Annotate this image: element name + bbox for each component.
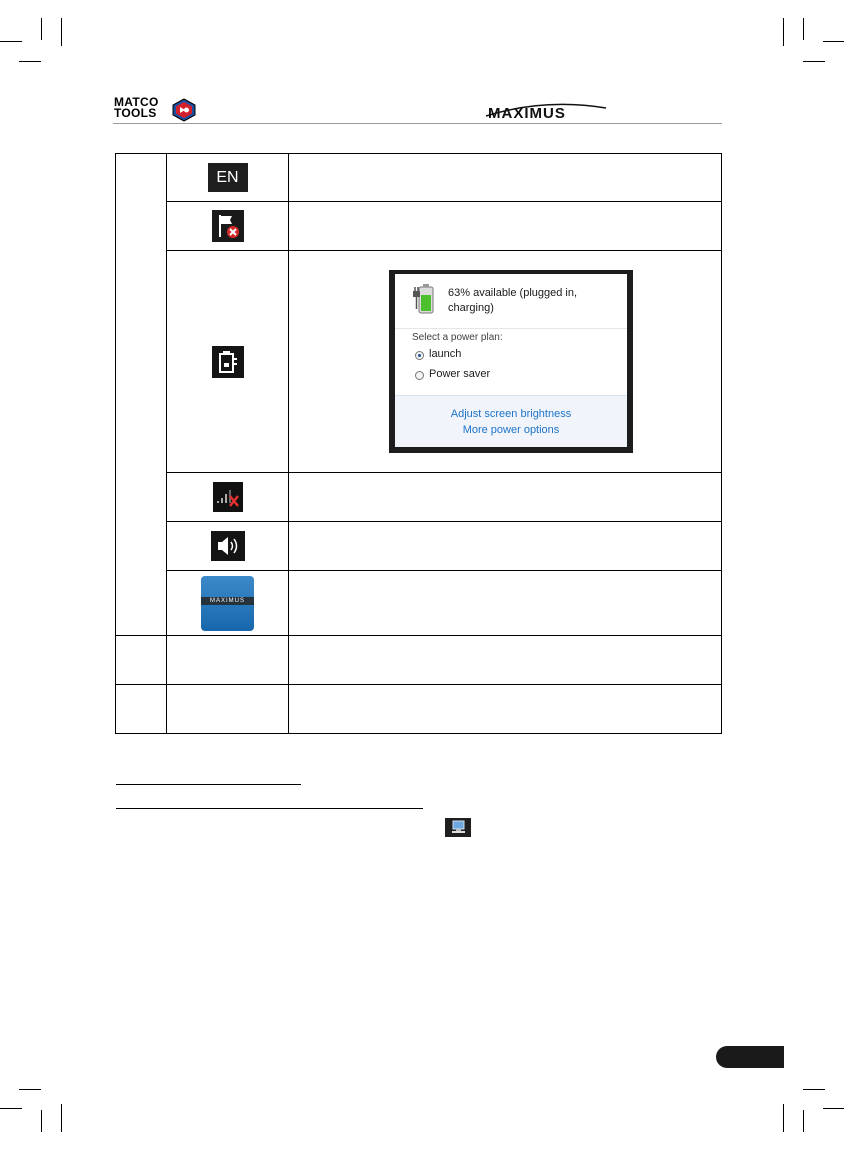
table-cell-icon (167, 154, 289, 202)
matco-tools-logo (114, 97, 200, 125)
maximus-app-label: MAXIMUS (201, 597, 254, 605)
crop-mark (0, 1108, 22, 1109)
table-cell-icon (167, 251, 289, 473)
battery-plug-icon (212, 346, 244, 378)
power-popup-body (395, 274, 627, 447)
crop-mark (823, 1108, 844, 1109)
matco-line2: TOOLS (114, 106, 157, 120)
speaker-volume-icon (211, 531, 245, 561)
crop-mark (803, 61, 825, 62)
maximus-app-icon (201, 576, 254, 631)
taskbar-icons-table (115, 153, 722, 734)
crop-mark (803, 1110, 804, 1132)
matco-line1: MATCO (114, 95, 159, 109)
table-cell-icon (167, 202, 289, 251)
table-cell-description (289, 685, 722, 734)
table-cell-description (289, 251, 722, 473)
crop-mark (823, 41, 844, 42)
crop-mark (61, 1104, 62, 1132)
table-cell-icon (167, 685, 289, 734)
action-center-flag-error-icon (212, 210, 244, 242)
network-disconnected-icon (213, 482, 243, 512)
crop-mark (61, 18, 62, 46)
language-en-label: EN (216, 169, 239, 186)
power-plan-launch-radio[interactable] (415, 351, 424, 360)
maximus-wordmark: MAXIMUS (488, 105, 566, 122)
text-underline (116, 808, 423, 809)
table-cell-icon (167, 636, 289, 685)
matco-badge-icon (172, 98, 196, 122)
adjust-screen-brightness-link[interactable]: Adjust screen brightness (450, 408, 572, 420)
header-rule (113, 123, 722, 124)
battery-charging-icon (412, 283, 436, 317)
table-cell-index (116, 154, 167, 636)
crop-mark (19, 1089, 41, 1090)
crop-mark (783, 1104, 784, 1132)
crop-mark (0, 41, 22, 42)
crop-mark (803, 1089, 825, 1090)
table-cell-description (289, 154, 722, 202)
table-row (116, 154, 722, 202)
table-row (116, 685, 722, 734)
power-options-popup (389, 270, 633, 453)
more-power-options-link[interactable]: More power options (462, 424, 560, 436)
table-cell-index (116, 685, 167, 734)
crop-mark (41, 1110, 42, 1132)
power-plan-saver-label[interactable]: Power saver (429, 368, 491, 380)
page-number-tab (716, 1046, 784, 1068)
table-row (116, 636, 722, 685)
network-computer-icon (445, 818, 471, 837)
power-plan-saver-radio[interactable] (415, 371, 424, 380)
table-cell-description (289, 571, 722, 636)
table-cell-icon (167, 522, 289, 571)
power-links-panel (395, 395, 627, 447)
table-cell-description (289, 636, 722, 685)
language-en-icon (208, 163, 248, 192)
crop-mark (803, 18, 804, 40)
crop-mark (783, 18, 784, 46)
table-row (116, 202, 722, 251)
text-underline (116, 784, 301, 785)
divider (395, 328, 627, 329)
crop-mark (41, 18, 42, 40)
crop-mark (19, 61, 41, 62)
matco-wordmark (114, 97, 159, 119)
table-cell-description (289, 473, 722, 522)
maximus-logo (484, 100, 608, 122)
table-cell-description (289, 522, 722, 571)
battery-status-text: 63% available (plugged in, charging) (448, 287, 578, 314)
table-row (116, 571, 722, 636)
power-plan-launch-label[interactable]: launch (429, 348, 462, 360)
select-power-plan-label: Select a power plan: (412, 332, 503, 343)
table-cell-icon (167, 473, 289, 522)
table-cell-description (289, 202, 722, 251)
table-row (116, 522, 722, 571)
table-cell-icon (167, 571, 289, 636)
table-cell-index (116, 636, 167, 685)
table-row (116, 251, 722, 473)
table-row (116, 473, 722, 522)
